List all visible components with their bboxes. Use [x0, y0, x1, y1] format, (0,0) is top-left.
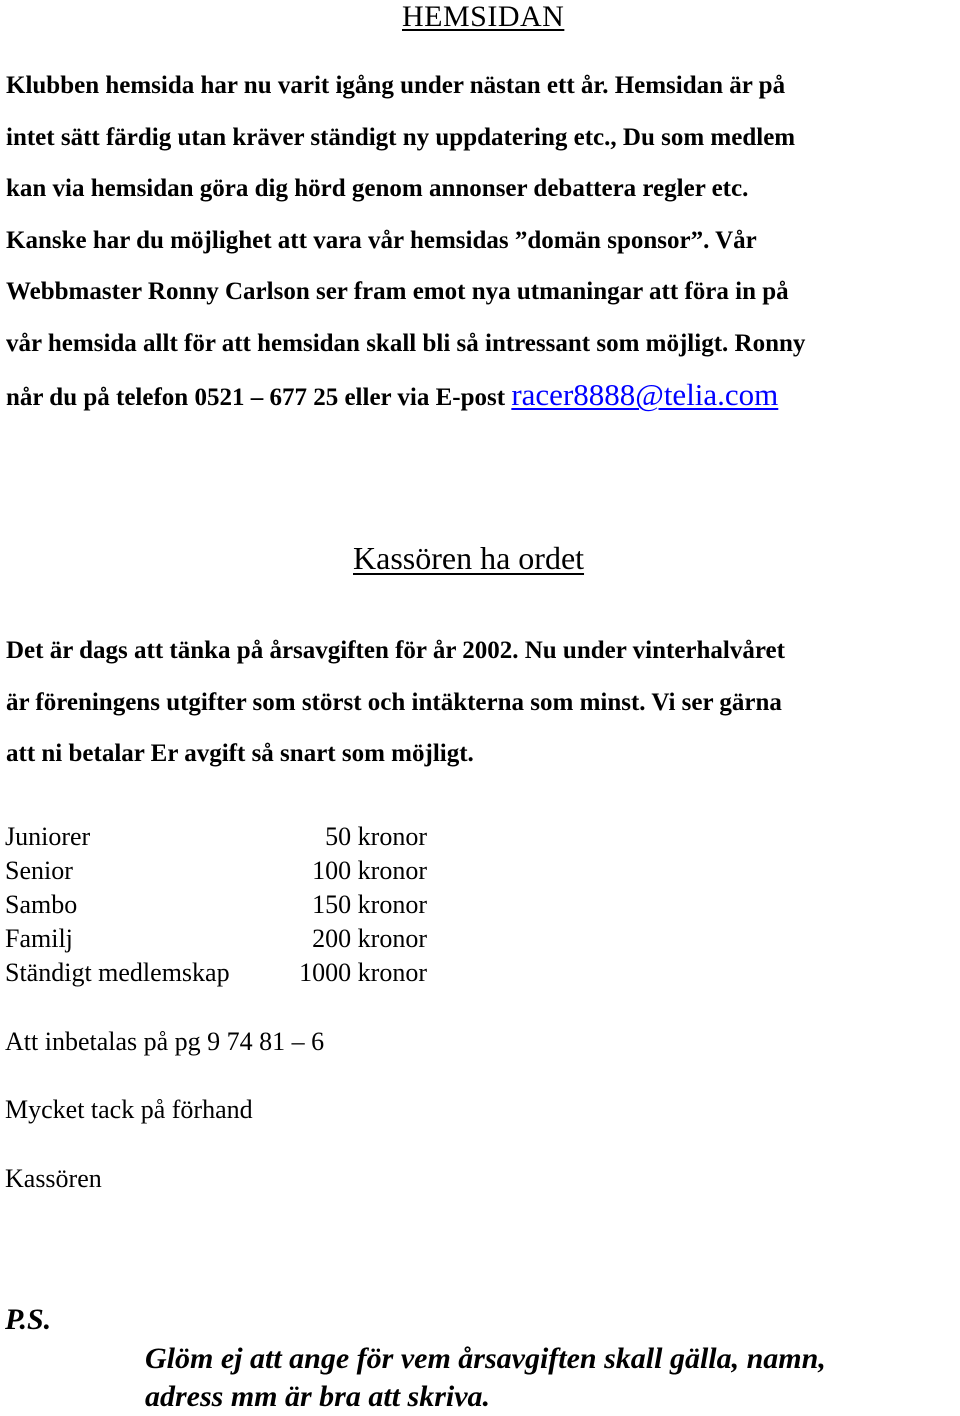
- fee-category: Ständigt medlemskap: [5, 958, 230, 987]
- fee-amount: 50 kronor: [325, 822, 427, 851]
- intro-line: Webbmaster Ronny Carlson ser fram emot nya utmaningar att föra in på: [6, 278, 789, 305]
- intro-line: Klubben hemsida har nu varit igång under nästan ett år. Hemsidan är på: [6, 72, 786, 99]
- fee-row: [5, 956, 445, 990]
- fee-list: [5, 820, 445, 990]
- fee-category: Senior: [5, 856, 73, 885]
- signature: Kassören: [5, 1164, 102, 1193]
- kassor-line: Det är dags att tänka på årsavgiften för år 2002. Nu under vinterhalvåret: [6, 637, 785, 664]
- intro-line: Kanske har du möjlighet att vara vår hemsidas ”domän sponsor”. Vår: [6, 226, 757, 254]
- kassor-line: är föreningens utgifter som störst och intäkterna som minst. Vi ser gärna: [6, 688, 782, 716]
- contact-text: når du på telefon 0521 – 677 25 eller via E-post: [6, 384, 512, 411]
- fee-amount: 200 kronor: [312, 924, 427, 953]
- fee-amount: 1000 kronor: [299, 958, 427, 987]
- fee-row: [5, 922, 445, 956]
- payment-info: Att inbetalas på pg 9 74 81 – 6: [5, 1027, 325, 1056]
- intro-line: kan via hemsidan göra dig hörd genom annonser debattera regler etc.: [6, 175, 749, 202]
- page-title: HEMSIDAN: [402, 0, 565, 33]
- kassor-paragraph: [6, 625, 785, 780]
- ps-line: adress mm är bra att skriva.: [145, 1380, 491, 1413]
- intro-line-contact: [6, 369, 805, 421]
- fee-row: [5, 820, 445, 854]
- email-link[interactable]: racer8888@telia.com: [511, 377, 779, 412]
- fee-row: [5, 888, 445, 922]
- thanks-text: Mycket tack på förhand: [5, 1095, 253, 1124]
- section-heading-kassor: Kassören ha ordet: [353, 540, 585, 576]
- ps-line: Glöm ej att ange för vem årsavgiften skall gälla, namn,: [145, 1342, 826, 1375]
- fee-category: Familj: [5, 924, 73, 953]
- kassor-line: att ni betalar Er avgift så snart som möjligt.: [6, 740, 474, 767]
- intro-line: intet sätt färdig utan kräver ständigt ny uppdatering etc., Du som medlem: [6, 123, 796, 151]
- fee-category: Sambo: [5, 890, 78, 919]
- intro-paragraph: [6, 60, 805, 421]
- fee-amount: 100 kronor: [312, 856, 427, 885]
- fee-category: Juniorer: [5, 822, 91, 851]
- fee-amount: 150 kronor: [312, 890, 427, 919]
- ps-label: P.S.: [5, 1303, 52, 1336]
- ps-note: [145, 1340, 826, 1416]
- intro-line: vår hemsida allt för att hemsidan skall bli så intressant som möjligt. Ronny: [6, 329, 806, 357]
- fee-row: [5, 854, 445, 888]
